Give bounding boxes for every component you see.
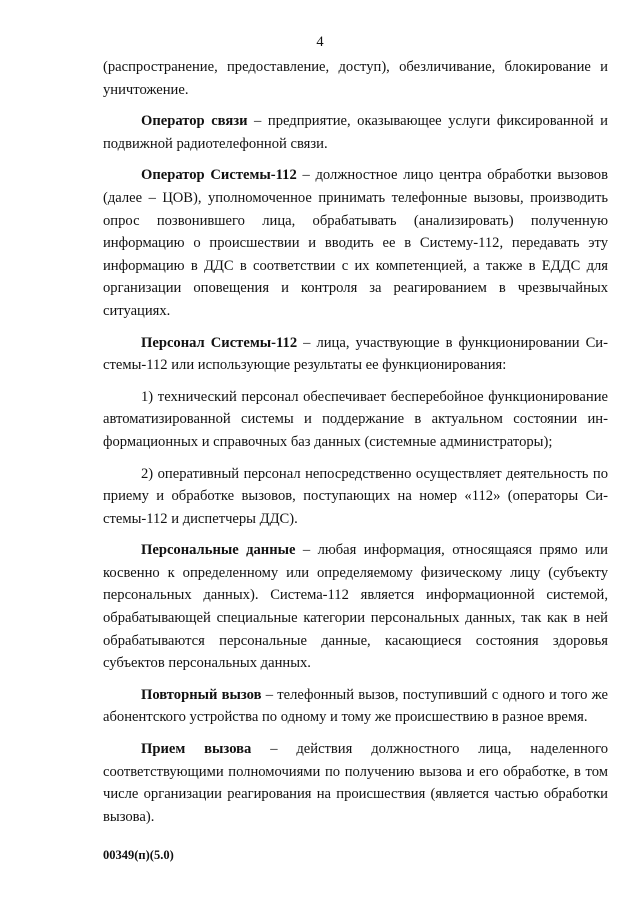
definition-term: Персональные данные bbox=[141, 542, 296, 559]
definition-system-112-personnel bbox=[103, 332, 608, 377]
definition-term: Оператор Системы-112 bbox=[141, 167, 297, 184]
list-item-operational-personnel bbox=[103, 463, 608, 531]
paragraph-processing-continuation bbox=[103, 56, 608, 101]
definition-term: Прием вызова bbox=[141, 741, 252, 758]
definition-term: Повторный вызов bbox=[141, 686, 262, 703]
page-number: 4 bbox=[316, 34, 324, 50]
document-code: 00349(п)(5.0) bbox=[103, 848, 174, 862]
definition-text: – действия должностного лица, наделенного соответствующими полномочиями по получению вызова и его обработке, в том числе организации реагирования на происшествия (является частью обработки вызова). bbox=[103, 741, 608, 825]
definition-text: – должностное лицо центра обработки вызовов (далее – ЦОВ), уполномоченное принимать телефонные вызовы, производить опрос позвонившего лица, обрабатывать (анализировать) полученную информацию о происшествии и вводить ее в Систему-112, передавать эту информацию в ДДС в соответствии с их компетенцией, а также в ЕДДС для организации оповещения и контроля за реагированием в чрезвычайных ситуациях. bbox=[103, 167, 608, 319]
paragraph-text: (распространение, предоставление, доступ), обезличивание, блокирование и уничтожение. bbox=[103, 59, 608, 98]
definition-text: – предприятие, оказывающее услуги фиксированной и подвижной радиотелефонной связи. bbox=[103, 113, 608, 152]
definition-system-112-operator bbox=[103, 164, 608, 322]
definition-text: – лица, участвующие в функционировании Системы-112 или использующие результаты ее функционирования: bbox=[103, 334, 608, 374]
definition-personal-data bbox=[103, 539, 608, 675]
list-item-technical-personnel bbox=[103, 386, 608, 454]
list-item-text: 1) технический персонал обеспечивает бесперебойное функционирование автоматизированной системы и поддержание в актуальном состоянии информационных и справочных баз данных (системные администраторы); bbox=[103, 388, 608, 450]
definition-term: Персонал Системы-112 bbox=[141, 334, 298, 351]
list-item-text: 2) оперативный персонал непосредственно осуществляет деятельность по приему и обработке вызовов, поступающих на номер «112» (операторы Системы-112 и диспетчеры ДДС). bbox=[103, 465, 608, 527]
definition-text: – любая информация, относящаяся прямо или косвенно к определенному или определяемому физическому лицу (субъекту персональных данных). Система-112 является информационной системой, обрабатывающей специальные категории персональных данных, так как в ней обрабатываются персональные данные, касающиеся состояния здоровья субъектов персональных данных. bbox=[103, 542, 608, 672]
document-body bbox=[103, 56, 608, 837]
definition-term: Оператор связи bbox=[141, 113, 248, 130]
definition-text: – телефонный вызов, поступивший с одного и того же абонентского устройства по одному и тому же происшествию в разное время. bbox=[103, 686, 608, 726]
definition-repeated-call bbox=[103, 684, 608, 729]
definition-communication-operator bbox=[103, 110, 608, 155]
definition-call-reception bbox=[103, 738, 608, 828]
